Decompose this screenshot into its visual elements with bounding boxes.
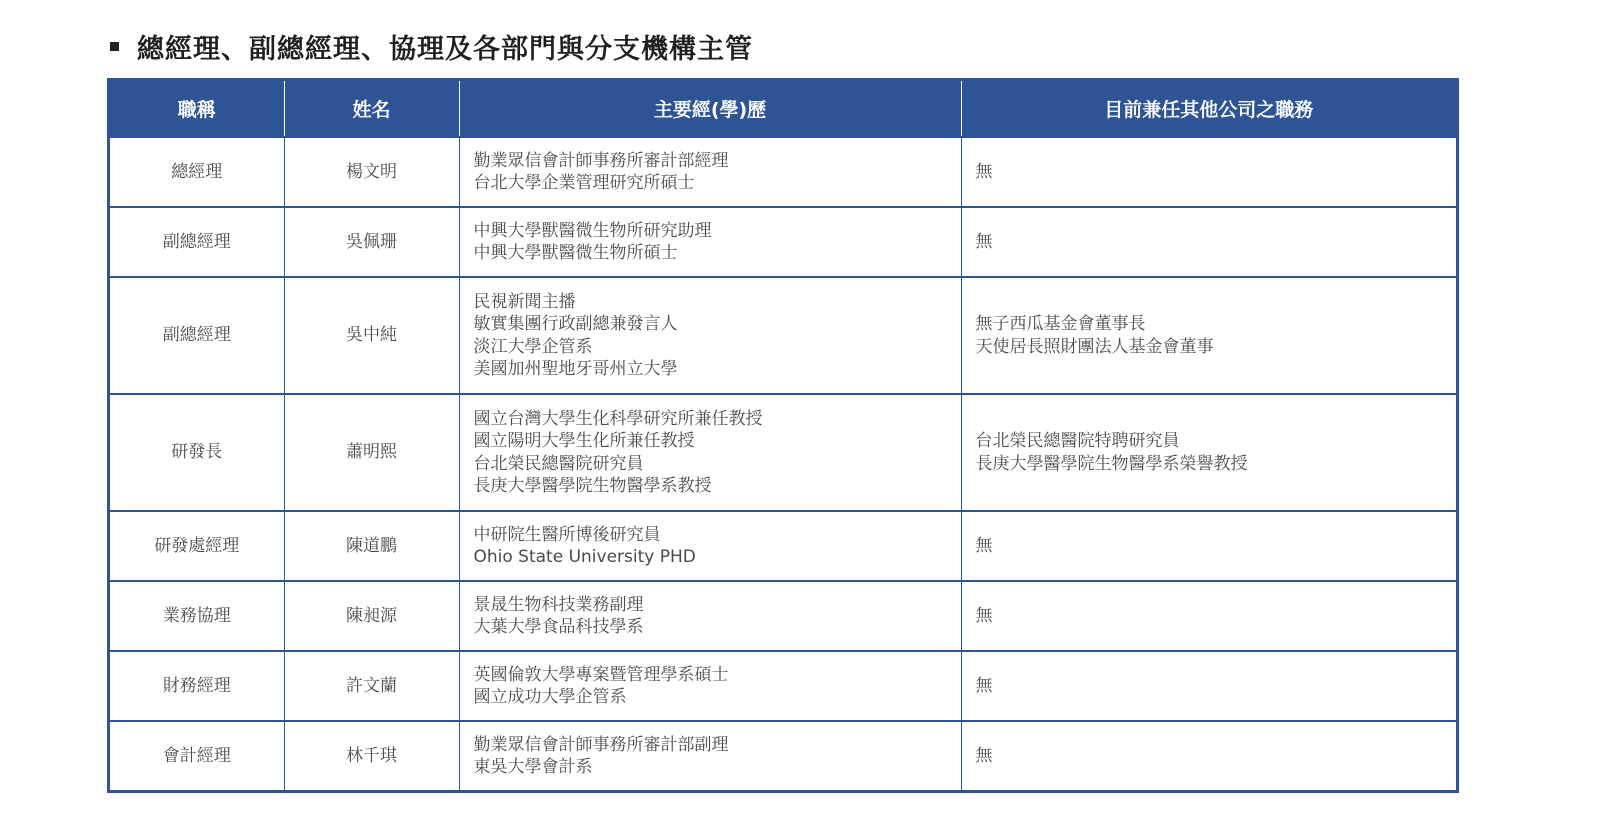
cell-title: 會計經理 [110, 721, 284, 790]
other-position-line: 天使居長照財團法人基金會董事 [975, 336, 1214, 357]
other-position-line: 無 [975, 605, 993, 626]
cell-name: 楊文明 [284, 137, 459, 207]
experience-line: 中興大學獸醫微生物所研究助理 [473, 220, 712, 241]
table-row [110, 207, 1456, 277]
table-body [110, 137, 1456, 790]
cell-experience [459, 394, 961, 511]
cell-title: 副總經理 [110, 207, 284, 277]
cell-other-positions [961, 581, 1456, 651]
other-position-line: 長庚大學醫學院生物醫學系榮譽教授 [975, 453, 1248, 474]
experience-line: 景晟生物科技業務副理 [473, 594, 644, 615]
cell-experience [459, 277, 961, 394]
cell-other-positions [961, 277, 1456, 394]
bullet-icon [110, 42, 119, 51]
cell-experience [459, 721, 961, 790]
table-row [110, 394, 1456, 511]
management-table [107, 78, 1459, 793]
experience-line: 民視新聞主播 [473, 291, 576, 312]
cell-title: 研發處經理 [110, 511, 284, 581]
cell-title: 財務經理 [110, 651, 284, 721]
other-position-line: 無 [975, 535, 993, 556]
experience-line: 美國加州聖地牙哥州立大學 [473, 359, 678, 379]
experience-line: 大葉大學食品科技學系 [473, 617, 644, 637]
table-row [110, 137, 1456, 207]
header-name: 姓名 [284, 81, 459, 137]
cell-name: 陳昶源 [284, 581, 459, 651]
experience-line: 台北大學企業管理研究所碩士 [473, 173, 695, 193]
other-position-line: 無 [975, 231, 993, 252]
cell-other-positions [961, 207, 1456, 277]
cell-experience [459, 651, 961, 721]
cell-other-positions [961, 137, 1456, 207]
header-other-positions: 目前兼任其他公司之職務 [961, 81, 1456, 137]
experience-line: 國立成功大學企管系 [473, 687, 627, 707]
cell-experience [459, 137, 961, 207]
other-position-line: 無 [975, 161, 993, 182]
other-position-line: 無子西瓜基金會董事長 [975, 314, 1146, 334]
cell-name: 蕭明熙 [284, 394, 459, 511]
cell-title: 研發長 [110, 394, 284, 511]
cell-experience [459, 581, 961, 651]
section-title: 總經理、副總經理、協理及各部門與分支機構主管 [137, 33, 753, 65]
experience-line: 國立台灣大學生化科學研究所兼任教授 [473, 408, 763, 429]
header-experience: 主要經(學)歷 [459, 81, 961, 137]
cell-name: 吳中純 [284, 277, 459, 394]
other-position-line: 台北榮民總醫院特聘研究員 [975, 431, 1180, 451]
cell-other-positions [961, 721, 1456, 790]
experience-line: 勤業眾信會計師事務所審計部副理 [473, 734, 729, 755]
table-row [110, 511, 1456, 581]
cell-other-positions [961, 511, 1456, 581]
cell-title: 業務協理 [110, 581, 284, 651]
cell-name: 陳道鵬 [284, 511, 459, 581]
cell-title: 副總經理 [110, 277, 284, 394]
experience-line: 勤業眾信會計師事務所審計部經理 [473, 150, 729, 171]
section-heading [110, 26, 753, 66]
table-row [110, 581, 1456, 651]
experience-line: 台北榮民總醫院研究員 [473, 453, 644, 474]
experience-line: 東吳大學會計系 [473, 757, 593, 777]
cell-experience [459, 511, 961, 581]
experience-line: 國立陽明大學生化所兼任教授 [473, 431, 695, 451]
table-row [110, 651, 1456, 721]
cell-name: 林千琪 [284, 721, 459, 790]
header-title: 職稱 [110, 81, 284, 137]
table-row [110, 277, 1456, 394]
cell-other-positions [961, 651, 1456, 721]
other-position-line: 無 [975, 675, 993, 696]
table-header-row [110, 81, 1456, 137]
cell-title: 總經理 [110, 137, 284, 207]
experience-line: 中研院生醫所博後研究員 [473, 524, 661, 545]
cell-other-positions [961, 394, 1456, 511]
experience-line: 英國倫敦大學專案暨管理學系碩士 [473, 664, 729, 685]
experience-line: 敏實集團行政副總兼發言人 [473, 314, 678, 334]
other-position-line: 無 [975, 745, 993, 766]
experience-line: 淡江大學企管系 [473, 336, 593, 357]
cell-experience [459, 207, 961, 277]
experience-line: 中興大學獸醫微生物所碩士 [473, 243, 678, 263]
experience-line: 長庚大學醫學院生物醫學系教授 [473, 476, 712, 496]
experience-line: Ohio State University PHD [473, 547, 696, 567]
cell-name: 許文蘭 [284, 651, 459, 721]
cell-name: 吳佩珊 [284, 207, 459, 277]
table-row [110, 721, 1456, 790]
